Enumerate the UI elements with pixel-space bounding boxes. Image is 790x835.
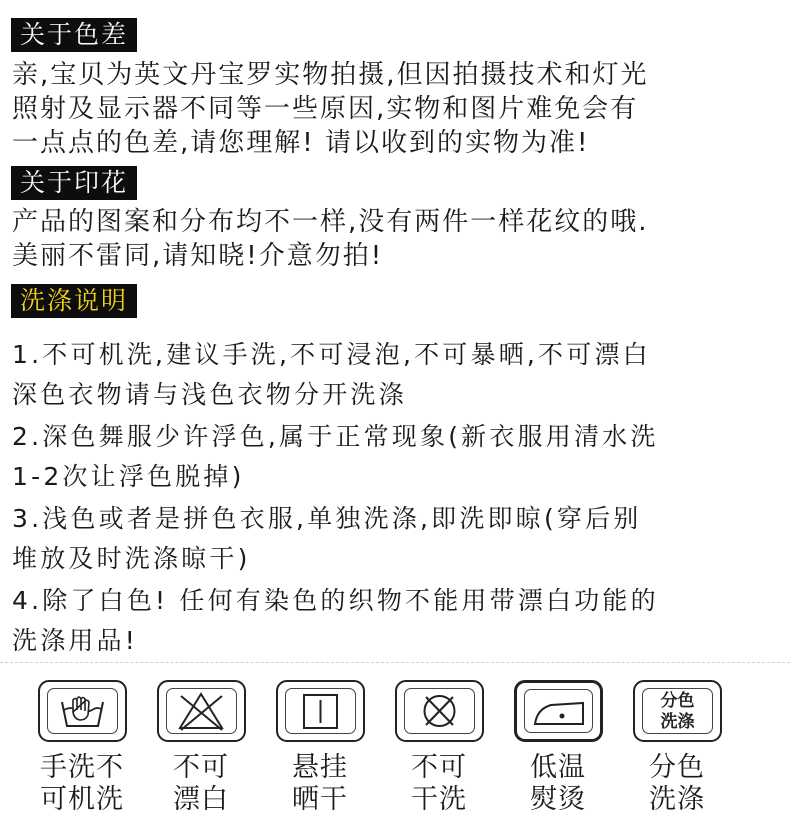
section-divider [0, 662, 790, 663]
separate-wash-icon-text-2: 洗涤 [660, 712, 695, 732]
separate-wash-icon [633, 680, 722, 742]
low-iron-caption: 低温 熨烫 [530, 752, 586, 815]
print-line-2: 美丽不雷同,请知晓!介意勿拍! [12, 241, 384, 271]
wash-line-8: 洗涤用品! [12, 626, 139, 655]
wash-line-3: 2.深色舞服少许浮色,属于正常现象(新衣服用清水洗 [12, 422, 659, 451]
no-dry-clean-icon [395, 680, 484, 742]
hand-wash-icon [38, 680, 127, 742]
color-difference-line-3: 一点点的色差,请您理解! 请以收到的实物为准! [12, 128, 590, 158]
color-difference-line-1: 亲,宝贝为英文丹宝罗实物拍摄,但因拍摄技术和灯光 [12, 60, 649, 90]
print-line-1: 产品的图案和分布均不一样,没有两件一样花纹的哦. [12, 207, 649, 237]
no-bleach-caption: 不可 漂白 [173, 752, 229, 815]
wash-line-5: 3.浅色或者是拼色衣服,单独洗涤,即洗即晾(穿后别 [12, 504, 642, 533]
hand-wash-caption: 手洗不 可机洗 [40, 752, 124, 815]
no-bleach-icon [157, 680, 246, 742]
wash-line-2: 深色衣物请与浅色衣物分开洗涤 [12, 380, 407, 409]
wash-instructions-heading: 洗涤说明 [11, 284, 137, 318]
wash-line-1: 1.不可机洗,建议手洗,不可浸泡,不可暴晒,不可漂白 [12, 340, 651, 369]
hang-dry-caption: 悬挂 晒干 [292, 752, 348, 815]
print-heading: 关于印花 [11, 166, 137, 200]
hang-dry-icon [276, 680, 365, 742]
no-dry-clean-caption: 不可 干洗 [411, 752, 467, 815]
separate-wash-icon-text-1: 分色 [660, 691, 695, 711]
wash-line-4: 1-2次让浮色脱掉) [12, 462, 245, 491]
separate-wash-caption: 分色 洗涤 [649, 752, 705, 815]
color-difference-line-2: 照射及显示器不同等一些原因,实物和图片难免会有 [12, 94, 639, 124]
wash-line-6: 堆放及时洗涤晾干) [12, 544, 251, 573]
wash-line-7: 4.除了白色! 任何有染色的织物不能用带漂白功能的 [12, 586, 659, 615]
low-iron-icon [514, 680, 603, 742]
color-difference-heading: 关于色差 [11, 18, 137, 52]
